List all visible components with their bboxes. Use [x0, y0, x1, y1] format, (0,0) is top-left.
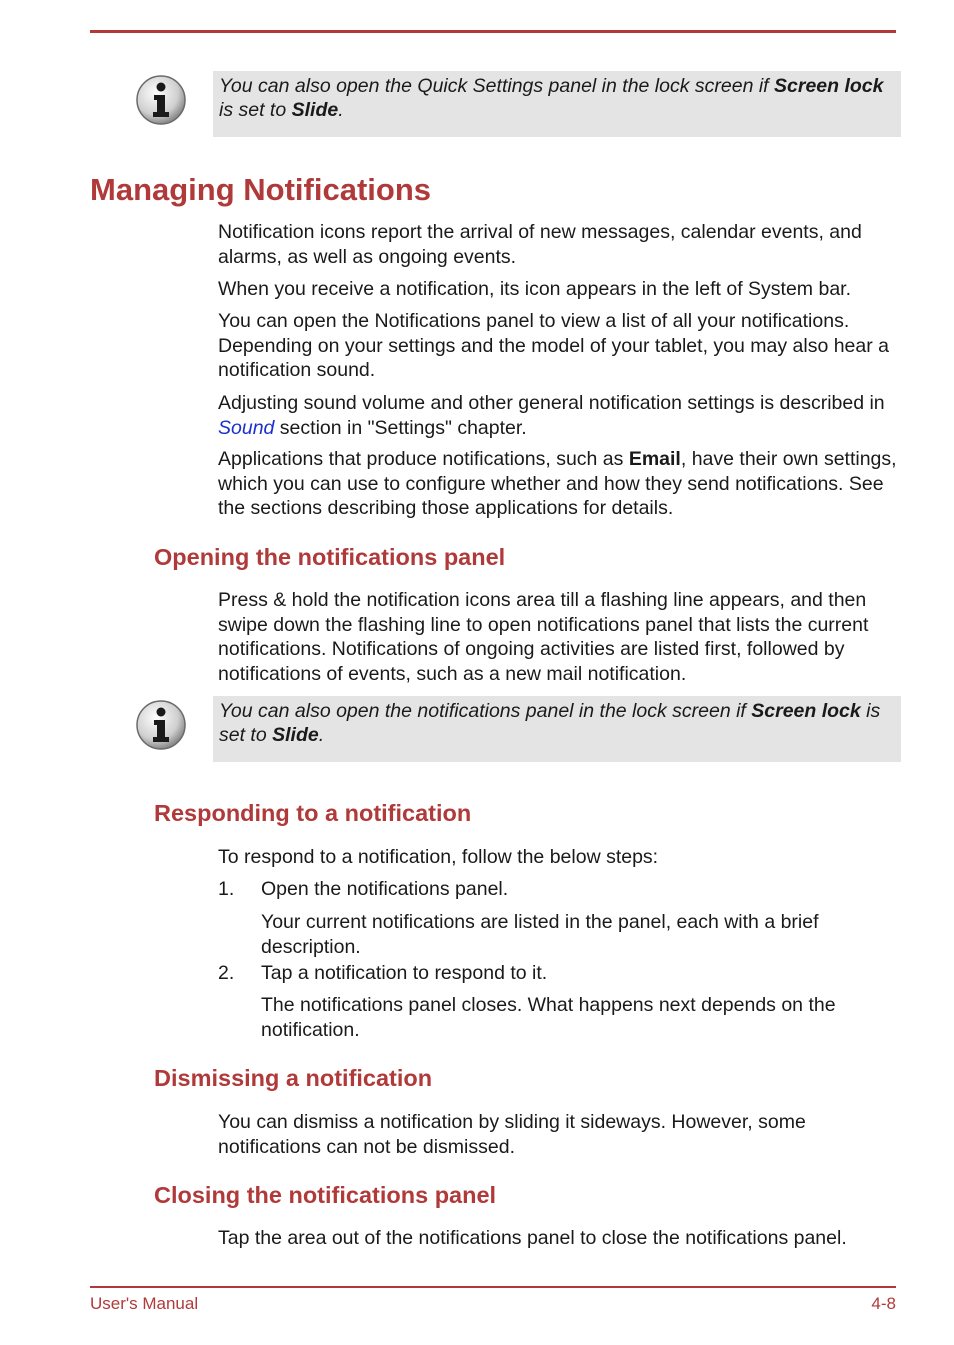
page-number: 4-8: [871, 1294, 896, 1313]
page-title: Managing Notifications: [90, 172, 431, 207]
paragraph: You can dismiss a notification by sliding it sideways. However, some notifications can not be dismissed.: [218, 1111, 806, 1158]
note-box: [213, 696, 901, 762]
section-heading: Opening the notifications panel: [154, 544, 506, 570]
info-icon: [135, 74, 187, 126]
paragraph: Applications that produce notifications, such as Email, have their own settings, which you can use to configure whether and how they send notifications. See the sections describing those applications for details.: [218, 448, 897, 519]
paragraph: Notification icons report the arrival of new messages, calendar events, and alarms, as well as ongoing events.: [218, 221, 862, 268]
note-box: [213, 71, 901, 137]
step-number: 2.: [218, 962, 235, 984]
section-heading: Closing the notifications panel: [154, 1182, 497, 1208]
section-heading: Responding to a notification: [154, 800, 472, 826]
step-text: Open the notifications panel.: [261, 878, 509, 900]
paragraph: Tap the area out of the notifications panel to close the notifications panel.: [218, 1227, 847, 1249]
section-heading: Dismissing a notification: [154, 1065, 433, 1091]
sound-link[interactable]: Sound: [218, 416, 275, 439]
step-detail: The notifications panel closes. What happens next depends on the notification.: [261, 994, 836, 1041]
step-number: 1.: [218, 878, 235, 900]
paragraph: Press & hold the notification icons area till a flashing line appears, and then swipe down the flashing line to open notifications panel that lists the current notifications. Notifications of ongoing activities are listed first, followed by notifications of events, such as a new mail notification.: [218, 589, 869, 685]
step-text: Tap a notification to respond to it.: [261, 962, 548, 984]
footer-title: User's Manual: [90, 1294, 199, 1313]
paragraph: Adjusting sound volume and other general notification settings is described in Sound section in "Settings" chapter.: [218, 392, 885, 439]
paragraph: To respond to a notification, follow the below steps:: [218, 846, 659, 868]
header-rule: [90, 30, 896, 33]
paragraph: You can open the Notifications panel to view a list of all your notifications. Depending on your settings and the model of your tablet, you may also hear a notification sound.: [218, 310, 889, 381]
step-detail: Your current notifications are listed in the panel, each with a brief description.: [261, 911, 819, 958]
note-text: You can also open the notifications panel in the lock screen if Screen lock is set to Slide.: [219, 700, 881, 746]
note-text: You can also open the Quick Settings panel in the lock screen if Screen lock is set to Slide.: [219, 75, 884, 121]
footer-rule: [90, 1286, 896, 1288]
paragraph: When you receive a notification, its icon appears in the left of System bar.: [218, 278, 851, 300]
info-icon: [135, 699, 187, 751]
